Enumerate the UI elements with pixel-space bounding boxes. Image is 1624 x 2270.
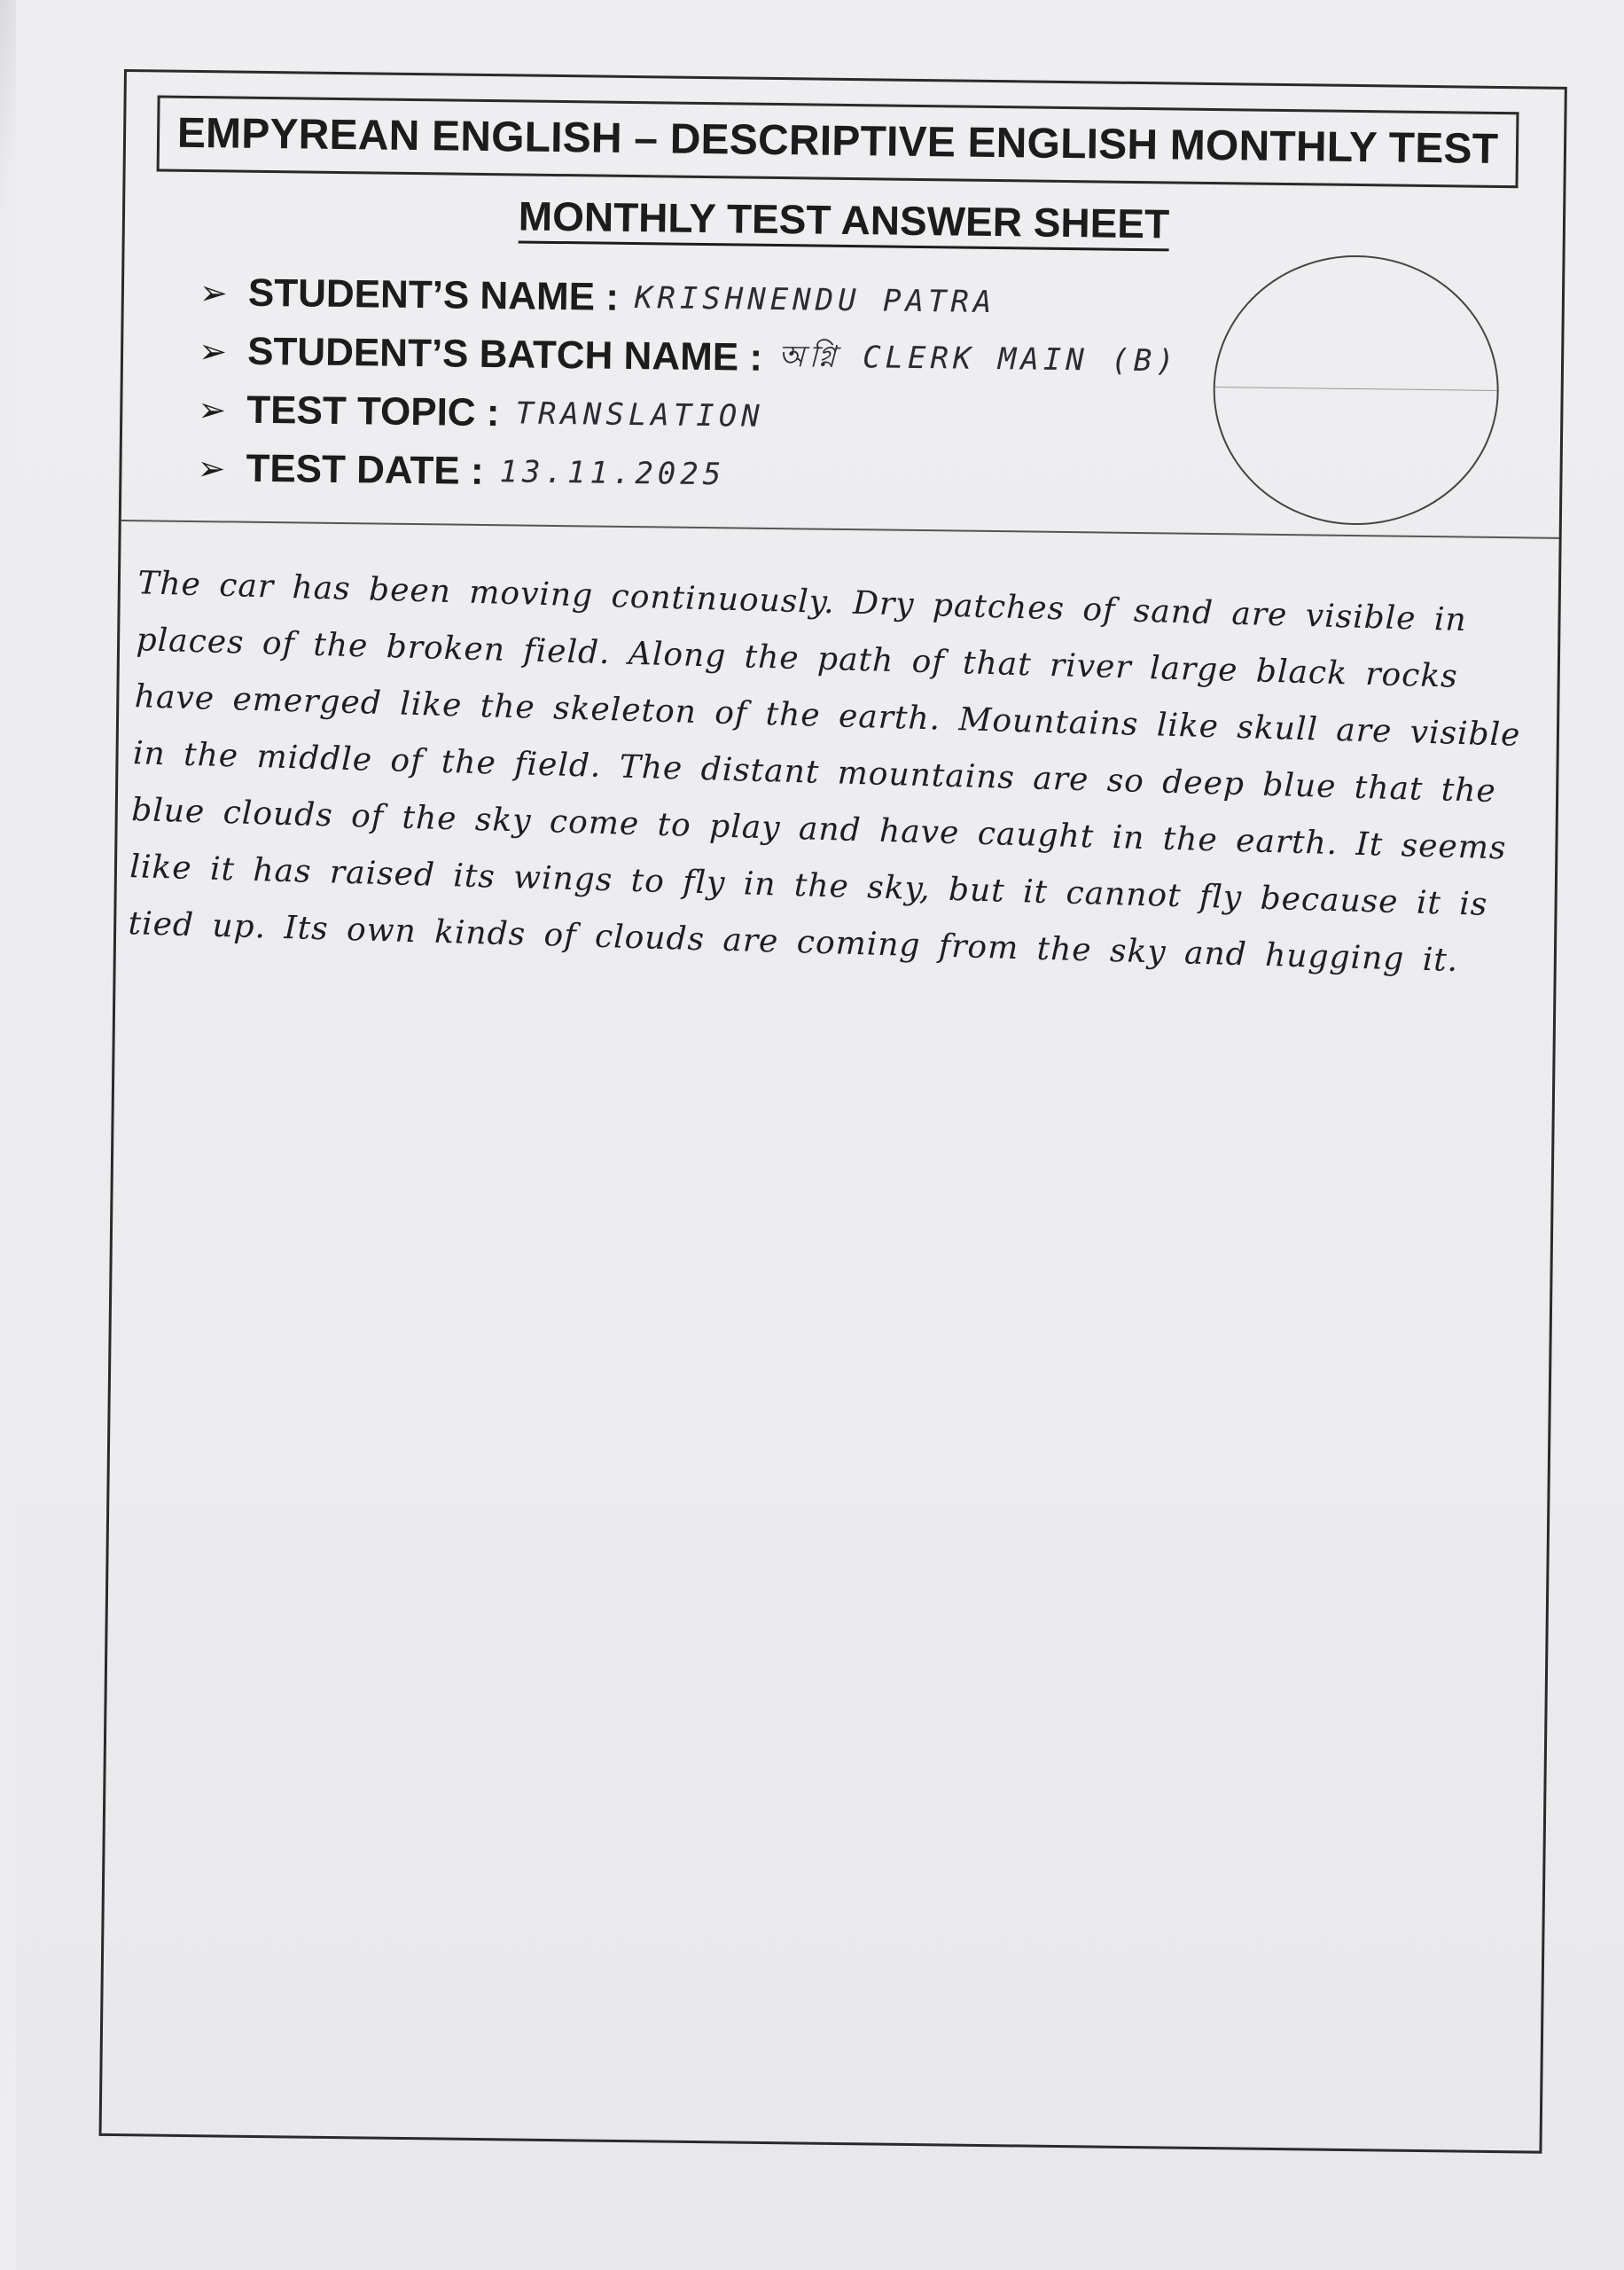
student-details: [197, 263, 1180, 509]
marks-circle: [1212, 254, 1501, 527]
field-value-handwritten: অগ্নি CLERK MAIN (B): [777, 338, 1179, 380]
arrow-bullet-icon: ➢: [199, 273, 229, 313]
answer-text: The car has been moving continuously. Dry patches of sand are visible in places of the broken field. Along the path of that river large black rocks have emerged like the skeleton of the earth. Mountains like skull are visible in the middle of the field. The distant mountains are so deep blue that the blue clouds of the sky come to play and have caught in the earth. It seems like it has raised its wings to fly in the sky, but it cannot fly because it is tied up. Its own kinds of clouds are coming from the sky and hugging it.: [128, 565, 1521, 979]
answer-sheet-paper: [16, 0, 1624, 2270]
field-label: STUDENT’S NAME :: [247, 270, 620, 319]
field-value-handwritten: 13.11.2025: [499, 454, 726, 493]
sheet-border: [99, 69, 1567, 2154]
field-label: TEST TOPIC :: [246, 387, 500, 435]
marks-circle-divider: [1215, 387, 1497, 391]
field-value-handwritten: KRISHNENDU PATRA: [634, 280, 996, 321]
field-label: STUDENT’S BATCH NAME :: [246, 329, 763, 380]
arrow-bullet-icon: ➢: [197, 449, 226, 489]
arrow-bullet-icon: ➢: [198, 332, 228, 372]
sheet-subtitle-text: MONTHLY TEST ANSWER SHEET: [518, 192, 1169, 251]
field-label: TEST DATE :: [246, 446, 484, 493]
arrow-bullet-icon: ➢: [198, 390, 227, 430]
field-test-date: [197, 439, 1177, 510]
sheet-subtitle: [125, 187, 1564, 253]
title-box: [157, 95, 1519, 188]
field-value-handwritten: TRANSLATION: [515, 395, 764, 434]
test-title: EMPYREAN ENGLISH – DESCRIPTIVE ENGLISH MONTHLY TEST: [176, 109, 1499, 173]
handwritten-answer: [128, 555, 1548, 991]
